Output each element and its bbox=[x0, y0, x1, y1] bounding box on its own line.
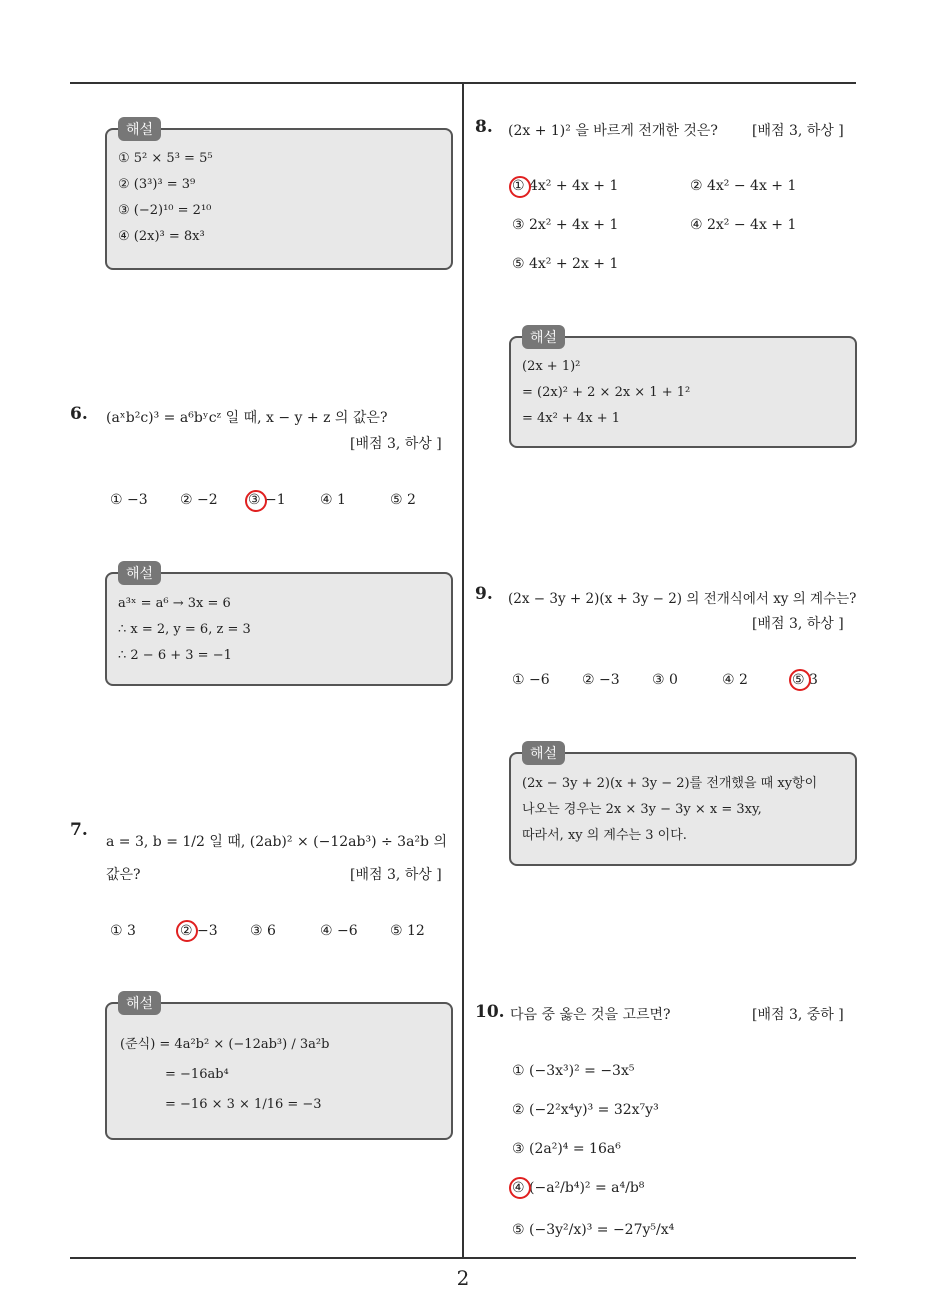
solution-line: = 4x² + 4x + 1 bbox=[522, 411, 621, 426]
question-number: 10. bbox=[475, 1002, 505, 1022]
question-text: (aˣb²c)³ = a⁶bʸcᶻ 일 때, x − y + z 의 값은? bbox=[106, 410, 388, 426]
solution-label: 해설 bbox=[118, 561, 161, 585]
solution-line: ① 5² × 5³ = 5⁵ bbox=[118, 151, 213, 166]
choice[interactable]: ④ 1 bbox=[320, 492, 346, 508]
solution-line: 따라서, xy 의 계수는 3 이다. bbox=[522, 828, 687, 843]
choice[interactable]: ③ (2a²)⁴ = 16a⁶ bbox=[512, 1141, 621, 1157]
question-number: 6. bbox=[70, 404, 88, 424]
page-number: 2 bbox=[456, 1266, 470, 1290]
answer-circle-mark bbox=[789, 669, 811, 691]
solution-label: 해설 bbox=[522, 325, 565, 349]
question-text: (2x + 1)² 을 바르게 전개한 것은? bbox=[508, 123, 718, 139]
solution-line: (준식) = 4a²b² × (−12ab³) / 3a²b bbox=[120, 1037, 330, 1052]
question-text: 다음 중 옳은 것을 고르면? bbox=[510, 1007, 671, 1023]
choice[interactable]: ② −2 bbox=[180, 492, 218, 508]
solution-lines-q5 bbox=[118, 146, 213, 250]
choice[interactable]: ⑤ 12 bbox=[390, 923, 425, 939]
solution-line: = −16 × 3 × 1/16 = −3 bbox=[165, 1097, 322, 1112]
question-score: [배점 3, 하상 ] bbox=[350, 436, 442, 452]
choice[interactable]: ② −3 bbox=[582, 672, 620, 688]
column-divider bbox=[462, 82, 464, 1258]
choice[interactable]: ③ 0 bbox=[652, 672, 678, 688]
choice[interactable]: ① 4x² + 4x + 1 bbox=[512, 178, 619, 194]
solution-line: = −16ab⁴ bbox=[165, 1067, 229, 1082]
solution-lines-q7 bbox=[120, 1030, 329, 1120]
question-score: [배점 3, 하상 ] bbox=[752, 123, 844, 139]
solution-lines-q8 bbox=[522, 354, 690, 432]
solution-lines-q9 bbox=[522, 771, 817, 849]
question-text-continued: 값은? bbox=[106, 867, 141, 883]
question-score: [배점 3, 하상 ] bbox=[350, 867, 442, 883]
question-text: a = 3, b = 1/2 일 때, (2ab)² × (−12ab³) ÷ 3a²b 의 bbox=[106, 834, 447, 850]
choice[interactable]: ⑤ 4x² + 2x + 1 bbox=[512, 256, 619, 272]
question-score: [배점 3, 하상 ] bbox=[752, 616, 844, 632]
solution-lines-q6 bbox=[118, 591, 251, 669]
bottom-rule bbox=[70, 1257, 856, 1259]
choice[interactable]: ② −3 bbox=[180, 923, 218, 939]
choice[interactable]: ⑤ (−3y²/x)³ = −27y⁵/x⁴ bbox=[512, 1222, 675, 1238]
solution-label: 해설 bbox=[118, 991, 161, 1015]
choice[interactable]: ① 3 bbox=[110, 923, 136, 939]
solution-line: (2x − 3y + 2)(x + 3y − 2)를 전개했을 때 xy항이 bbox=[522, 776, 818, 791]
answer-circle-mark bbox=[509, 176, 531, 198]
choice[interactable]: ⑤ 3 bbox=[792, 672, 818, 688]
choice[interactable]: ① (−3x³)² = −3x⁵ bbox=[512, 1063, 635, 1079]
solution-label: 해설 bbox=[118, 117, 161, 141]
solution-line: ④ (2x)³ = 8x³ bbox=[118, 229, 205, 244]
choice[interactable]: ② 4x² − 4x + 1 bbox=[690, 178, 797, 194]
choice[interactable]: ① −6 bbox=[512, 672, 550, 688]
question-score: [배점 3, 중하 ] bbox=[752, 1007, 844, 1023]
choice[interactable]: ④ 2 bbox=[722, 672, 748, 688]
choice[interactable]: ⑤ 2 bbox=[390, 492, 416, 508]
choice[interactable]: ② (−2²x⁴y)³ = 32x⁷y³ bbox=[512, 1102, 659, 1118]
solution-line: ③ (−2)¹⁰ = 2¹⁰ bbox=[118, 203, 212, 218]
question-number: 7. bbox=[70, 820, 88, 840]
choice[interactable]: ③ 6 bbox=[250, 923, 276, 939]
solution-line: ② (3³)³ = 3⁹ bbox=[118, 177, 196, 192]
choice[interactable]: ④ (−a²/b⁴)² = a⁴/b⁸ bbox=[512, 1180, 645, 1196]
solution-line: (2x + 1)² bbox=[522, 359, 581, 374]
answer-circle-mark bbox=[176, 920, 198, 942]
answer-circle-mark bbox=[509, 1177, 531, 1199]
choice[interactable]: ① −3 bbox=[110, 492, 148, 508]
choice[interactable]: ③ 2x² + 4x + 1 bbox=[512, 217, 619, 233]
question-text: (2x − 3y + 2)(x + 3y − 2) 의 전개식에서 xy 의 계수는? bbox=[508, 591, 857, 607]
solution-line: = (2x)² + 2 × 2x × 1 + 1² bbox=[522, 385, 691, 400]
choice[interactable]: ③ −1 bbox=[248, 492, 286, 508]
question-number: 8. bbox=[475, 117, 493, 137]
solution-line: ∴ 2 − 6 + 3 = −1 bbox=[118, 648, 232, 663]
solution-line: a³ˣ = a⁶ → 3x = 6 bbox=[118, 596, 231, 611]
solution-line: ∴ x = 2, y = 6, z = 3 bbox=[118, 622, 251, 637]
solution-line: 나오는 경우는 2x × 3y − 3y × x = 3xy, bbox=[522, 802, 762, 817]
solution-label: 해설 bbox=[522, 741, 565, 765]
choice[interactable]: ④ 2x² − 4x + 1 bbox=[690, 217, 797, 233]
choice[interactable]: ④ −6 bbox=[320, 923, 358, 939]
question-number: 9. bbox=[475, 584, 493, 604]
answer-circle-mark bbox=[245, 490, 267, 512]
